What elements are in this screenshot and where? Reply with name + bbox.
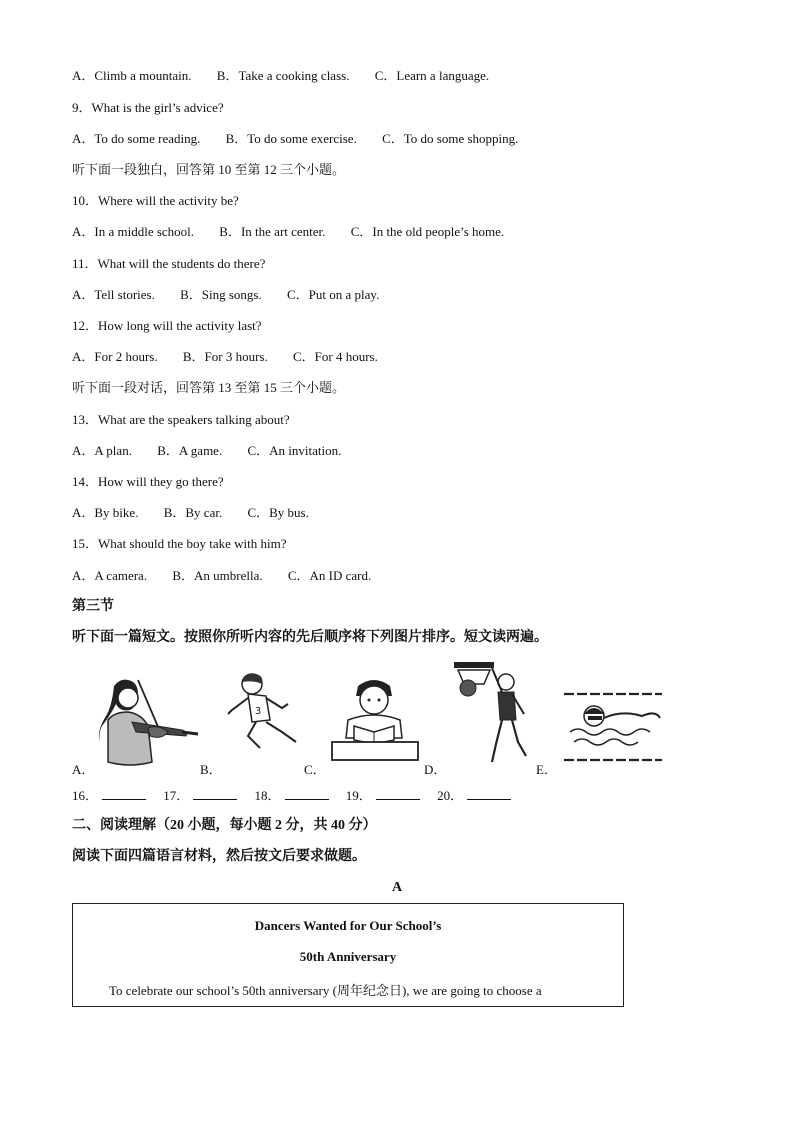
passage-a-body-line1: To celebrate our school’s 50th anniversary (周年纪念日), we are going to choose a: [109, 983, 542, 998]
q9-option-c: C．To do some shopping.: [382, 131, 519, 146]
blank-17-label: 17．: [163, 788, 190, 803]
part2-instruction: 阅读下面四篇语言材料，然后按文后要求做题。: [72, 849, 366, 864]
q13-option-c: C．An invitation.: [247, 443, 342, 458]
q11-stem: 11．What will the students do there?: [72, 256, 266, 271]
answer-blank-18[interactable]: [285, 787, 329, 800]
intro-13-15: 听下面一段对话，回答第 13 至第 15 三个小题。: [72, 380, 346, 395]
q10-options: [72, 224, 526, 240]
picture-label-b: B．: [200, 762, 222, 777]
reading-boy-picture: [326, 676, 424, 764]
q12-option-a: A．For 2 hours.: [72, 349, 158, 364]
q12-options: [72, 349, 400, 365]
q12-stem: 12．How long will the activity last?: [72, 318, 262, 333]
answer-blank-19[interactable]: [376, 787, 420, 800]
q10-option-a: A．In a middle school.: [72, 224, 195, 239]
part2-title: 二、阅读理解（20 小题，每小题 2 分，共 40 分）: [72, 818, 377, 833]
blank-20-label: 20．: [437, 788, 464, 803]
picture-label-e: E．: [536, 762, 557, 777]
blank-18-label: 18．: [254, 788, 281, 803]
blank-19-label: 19．: [345, 788, 372, 803]
q9-option-a: A．To do some reading.: [72, 131, 201, 146]
q13-option-b: B．A game.: [157, 443, 223, 458]
answer-blank-20[interactable]: [467, 787, 511, 800]
passage-a-title-line1: Dancers Wanted for Our School’s: [254, 918, 442, 933]
picture-label-d: D．: [424, 762, 447, 777]
q8-option-c: C．Learn a language.: [374, 68, 490, 83]
passage-a-title-line2: 50th Anniversary: [299, 949, 397, 964]
swimming-picture: [562, 688, 664, 764]
q14-option-a: A．By bike.: [72, 505, 139, 520]
q12-option-b: B．For 3 hours.: [182, 349, 268, 364]
q8-option-a: A．Climb a mountain.: [72, 68, 192, 83]
q10-stem: 10．Where will the activity be?: [72, 193, 239, 208]
q13-options: [72, 443, 363, 459]
picture-label-c: C．: [304, 762, 326, 777]
blank-16-label: 16．: [72, 788, 99, 803]
intro-10-12: 听下面一段独白，回答第 10 至第 12 三个小题。: [72, 162, 346, 177]
q14-option-c: C．By bus.: [247, 505, 309, 520]
q8-options: [72, 68, 511, 84]
answer-blank-16[interactable]: [102, 787, 146, 800]
q10-option-b: B．In the art center.: [219, 224, 326, 239]
q8-option-b: B．Take a cooking class.: [216, 68, 350, 83]
q15-stem: 15．What should the boy take with him?: [72, 536, 287, 551]
passage-letter-a: A: [391, 880, 403, 895]
q11-option-a: A．Tell stories.: [72, 287, 155, 302]
answer-blanks-row: [72, 787, 525, 804]
q13-stem: 13．What are the speakers talking about?: [72, 412, 290, 427]
q9-options: [72, 131, 540, 147]
q15-option-c: C．An ID card.: [287, 568, 372, 583]
q12-option-c: C．For 4 hours.: [292, 349, 378, 364]
q9-option-b: B．To do some exercise.: [225, 131, 357, 146]
q15-options: [72, 568, 393, 584]
running-boy-picture: [226, 670, 306, 754]
section3-instruction: 听下面一篇短文。按照你所听内容的先后顺序将下列图片排序。短文读两遍。: [72, 630, 548, 645]
q11-option-c: C．Put on a play.: [287, 287, 380, 302]
q13-option-a: A．A plan.: [72, 443, 132, 458]
q9-stem: 9．What is the girl’s advice?: [72, 100, 224, 115]
section3-title: 第三节: [72, 599, 114, 614]
answer-blank-17[interactable]: [193, 787, 237, 800]
q11-options: [72, 287, 401, 303]
svg-text:3: 3: [254, 706, 262, 717]
q11-option-b: B．Sing songs.: [180, 287, 262, 302]
q14-option-b: B．By car.: [163, 505, 223, 520]
q15-option-a: A．A camera.: [72, 568, 148, 583]
passage-a-box: [72, 903, 624, 1007]
q10-option-c: C．In the old people’s home.: [350, 224, 505, 239]
q14-stem: 14．How will they go there?: [72, 474, 224, 489]
violin-girl-picture: [92, 676, 202, 772]
basketball-picture: [452, 658, 536, 768]
q14-options: [72, 505, 331, 521]
picture-label-a: A．: [72, 762, 95, 777]
q15-option-b: B．An umbrella.: [172, 568, 263, 583]
